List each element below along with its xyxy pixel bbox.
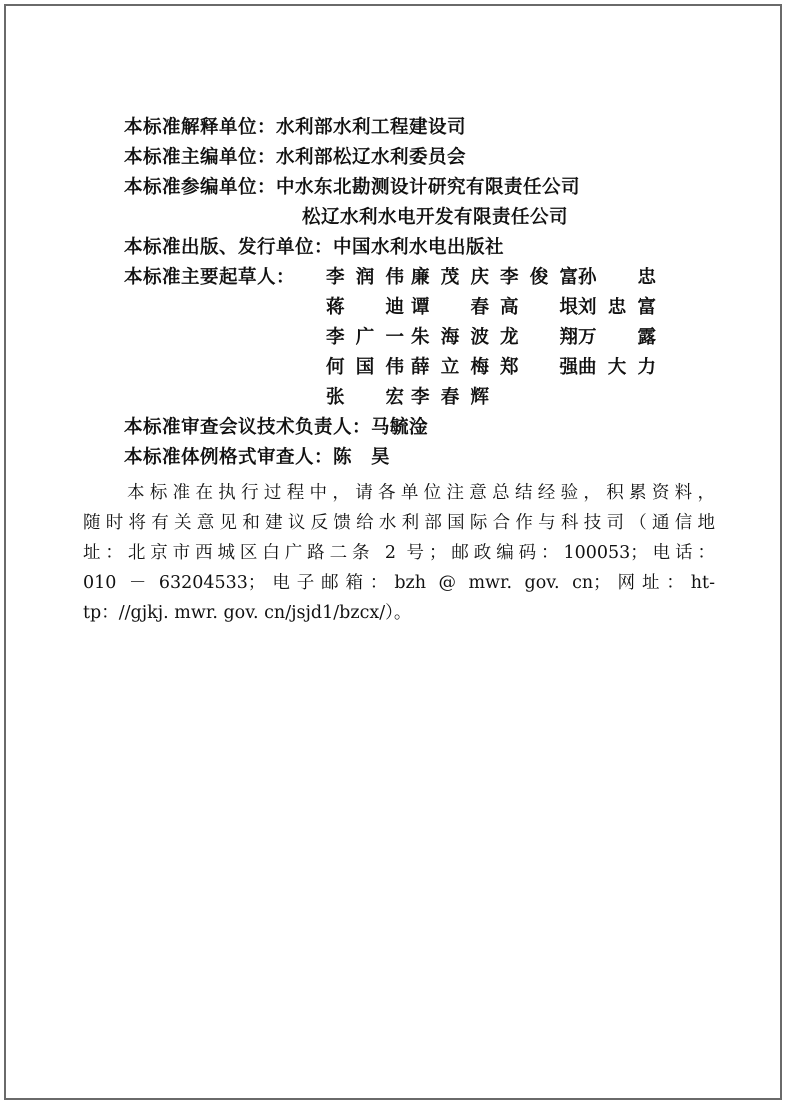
- drafter-name: 李广一: [326, 327, 404, 348]
- notice-line: 随时将有关意见和建议反馈给水利部国际合作与科技司（通信地: [83, 513, 715, 533]
- format-reviewer-value: 陈 昊: [333, 447, 391, 468]
- tech-reviewer-value: 马毓淦: [371, 417, 429, 438]
- drafter-name: 高 垠: [500, 297, 578, 318]
- drafters-label: 本标准主要起草人：: [124, 267, 296, 288]
- notice-line: tp：//gjkj. mwr. gov. cn/jsjd1/bzcx/）。: [83, 603, 412, 623]
- drafter-name: 李春辉: [411, 387, 489, 408]
- drafter-name: 蒋 迪: [326, 297, 404, 318]
- participant-unit-line: [124, 176, 580, 200]
- participant-unit-value-2: 松辽水利水电开发有限责任公司: [302, 207, 569, 228]
- notice-line: 本标准在执行过程中，请各单位注意总结经验，积累资料，: [127, 483, 715, 503]
- drafter-name: 李润伟: [326, 267, 404, 288]
- notice-line: 010 － 63204533；电子邮箱：bzh @ mwr. gov. cn；网址：ht-: [83, 573, 715, 593]
- publisher-value: 中国水利水电出版社: [333, 237, 505, 258]
- drafter-name: 谭 春: [411, 297, 489, 318]
- drafter-name: 何国伟: [326, 357, 404, 378]
- drafter-name: 薛立梅: [411, 357, 489, 378]
- drafter-name: 刘忠富: [578, 297, 656, 318]
- feedback-notice-paragraph: [83, 478, 715, 628]
- drafter-name: 万 露: [578, 327, 656, 348]
- chief-unit-line: [124, 146, 466, 170]
- chief-unit-value: 水利部松辽水利委员会: [276, 147, 467, 168]
- document-page: [4, 4, 782, 1100]
- interpret-unit-line: [124, 116, 466, 140]
- drafter-name: 廉茂庆: [411, 267, 489, 288]
- tech-reviewer-label: 本标准审查会议技术负责人：: [124, 417, 372, 438]
- drafter-name: 曲大力: [578, 357, 656, 378]
- drafter-name: 龙 翔: [500, 327, 578, 348]
- chief-unit-label: 本标准主编单位：: [124, 147, 277, 168]
- drafter-name: 郑 强: [500, 357, 578, 378]
- tech-reviewer-line: [124, 416, 428, 440]
- drafter-name: 朱海波: [411, 327, 489, 348]
- drafter-name: 孙 忠: [578, 267, 656, 288]
- interpret-unit-value: 水利部水利工程建设司: [276, 117, 467, 138]
- participant-unit-value-1: 中水东北勘测设计研究有限责任公司: [276, 177, 581, 198]
- notice-line: 址：北京市西城区白广路二条 2 号；邮政编码：100053；电话：: [83, 543, 715, 563]
- drafter-name: 李俊富: [500, 267, 578, 288]
- format-reviewer-line: [124, 446, 390, 470]
- format-reviewer-label: 本标准体例格式审查人：: [124, 447, 334, 468]
- participant-unit-label: 本标准参编单位：: [124, 177, 277, 198]
- publisher-line: [124, 236, 504, 260]
- interpret-unit-label: 本标准解释单位：: [124, 117, 277, 138]
- participant-unit-line-2: [302, 206, 568, 230]
- drafter-name: 张 宏: [326, 387, 404, 408]
- publisher-label: 本标准出版、发行单位：: [124, 237, 334, 258]
- drafters-label-line: [124, 266, 295, 290]
